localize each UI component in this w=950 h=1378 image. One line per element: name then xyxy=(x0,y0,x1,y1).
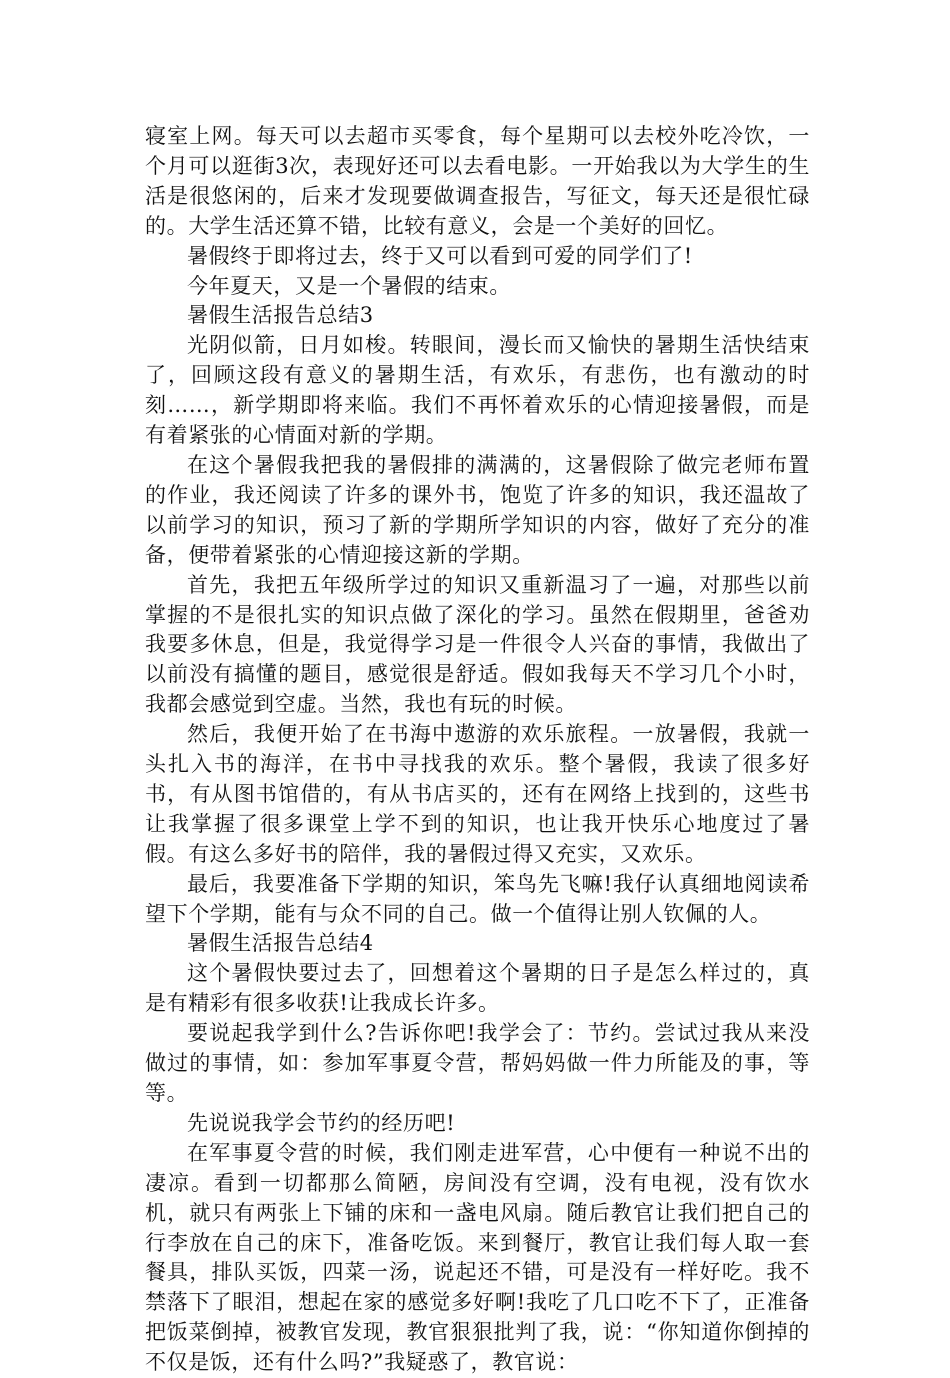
paragraph: 在军事夏令营的时候，我们刚走进军营，心中便有一种说不出的凄凉。看到一切都那么简陋，房间没有空调，没有电视，没有饮水机，就只有两张上下铺的床和一盏电风扇。随后教官让我们把自己的行李放在自己的床下，准备吃饭。来到餐厅，教官让我们每人取一套餐具，排队买饭，四菜一汤，说起还不错，可是没有一样好吃。我不禁落下了眼泪，想起在家的感觉多好啊!我吃了几口吃不下了，正准备把饭菜倒掉，被教官发现，教官狠狠批判了我，说：“你知道你倒掉的不仅是饭，还有什么吗?”我疑惑了，教官说： xyxy=(145,1140,810,1375)
document-body xyxy=(145,122,810,1378)
paragraph: 然后，我便开始了在书海中遨游的欢乐旅程。一放暑假，我就一头扎入书的海洋，在书中寻找我的欢乐。整个暑假，我读了很多好书，有从图书馆借的，有从书店买的，还有在网络上找到的，这些书让我掌握了很多课堂上学不到的知识，也让我开快乐心地度过了暑假。有这么多好书的陪伴，我的暑假过得又充实，又欢乐。 xyxy=(145,722,810,866)
paragraph: 光阴似箭，日月如梭。转眼间，漫长而又愉快的暑期生活快结束了，回顾这段有意义的暑期生活，有欢乐，有悲伤，也有激动的时刻……，新学期即将来临。我们不再怀着欢乐的心情迎接暑假，而是有着紧张的心情面对新的学期。 xyxy=(145,333,810,448)
paragraph: 今年夏天，又是一个暑假的结束。 xyxy=(187,273,511,298)
section-heading: 暑假生活报告总结3 xyxy=(187,303,374,328)
paragraph-continuation: 寝室上网。每天可以去超市买零食，每个星期可以去校外吃冷饮，一个月可以逛街3次，表现好还可以去看电影。一开始我以为大学生的生活是很悠闲的，后来才发现要做调查报告，写征文，每天还是很忙碌的。大学生活还算不错，比较有意义，会是一个美好的回忆。 xyxy=(145,124,810,238)
section-heading: 暑假生活报告总结4 xyxy=(187,931,374,956)
paragraph: 暑假终于即将过去，终于又可以看到可爱的同学们了! xyxy=(187,243,693,268)
paragraph: 要说起我学到什么?告诉你吧!我学会了：节约。尝试过我从来没做过的事情，如：参加军事夏令营，帮妈妈做一件力所能及的事，等等。 xyxy=(145,1021,810,1105)
paragraph: 最后，我要准备下学期的知识，笨鸟先飞嘛!我仔认真细地阅读希望下个学期，能有与众不同的自己。做一个值得让别人钦佩的人。 xyxy=(145,871,810,926)
paragraph: 这个暑假快要过去了，回想着这个暑期的日子是怎么样过的，真是有精彩有很多收获!让我成长许多。 xyxy=(145,961,810,1016)
paragraph: 首先，我把五年级所学过的知识又重新温习了一遍，对那些以前掌握的不是很扎实的知识点做了深化的学习。虽然在假期里，爸爸劝我要多休息，但是，我觉得学习是一件很令人兴奋的事情，我做出了以前没有搞懂的题目，感觉很是舒适。假如我每天不学习几个小时，我都会感觉到空虚。当然，我也有玩的时候。 xyxy=(145,572,810,717)
paragraph: 在这个暑假我把我的暑假排的满满的，这暑假除了做完老师布置的作业，我还阅读了许多的课外书，饱览了许多的知识，我还温故了以前学习的知识，预习了新的学期所学知识的内容，做好了充分的准备，便带着紧张的心情迎接这新的学期。 xyxy=(145,452,810,567)
paragraph: 先说说我学会节约的经历吧! xyxy=(187,1110,456,1135)
